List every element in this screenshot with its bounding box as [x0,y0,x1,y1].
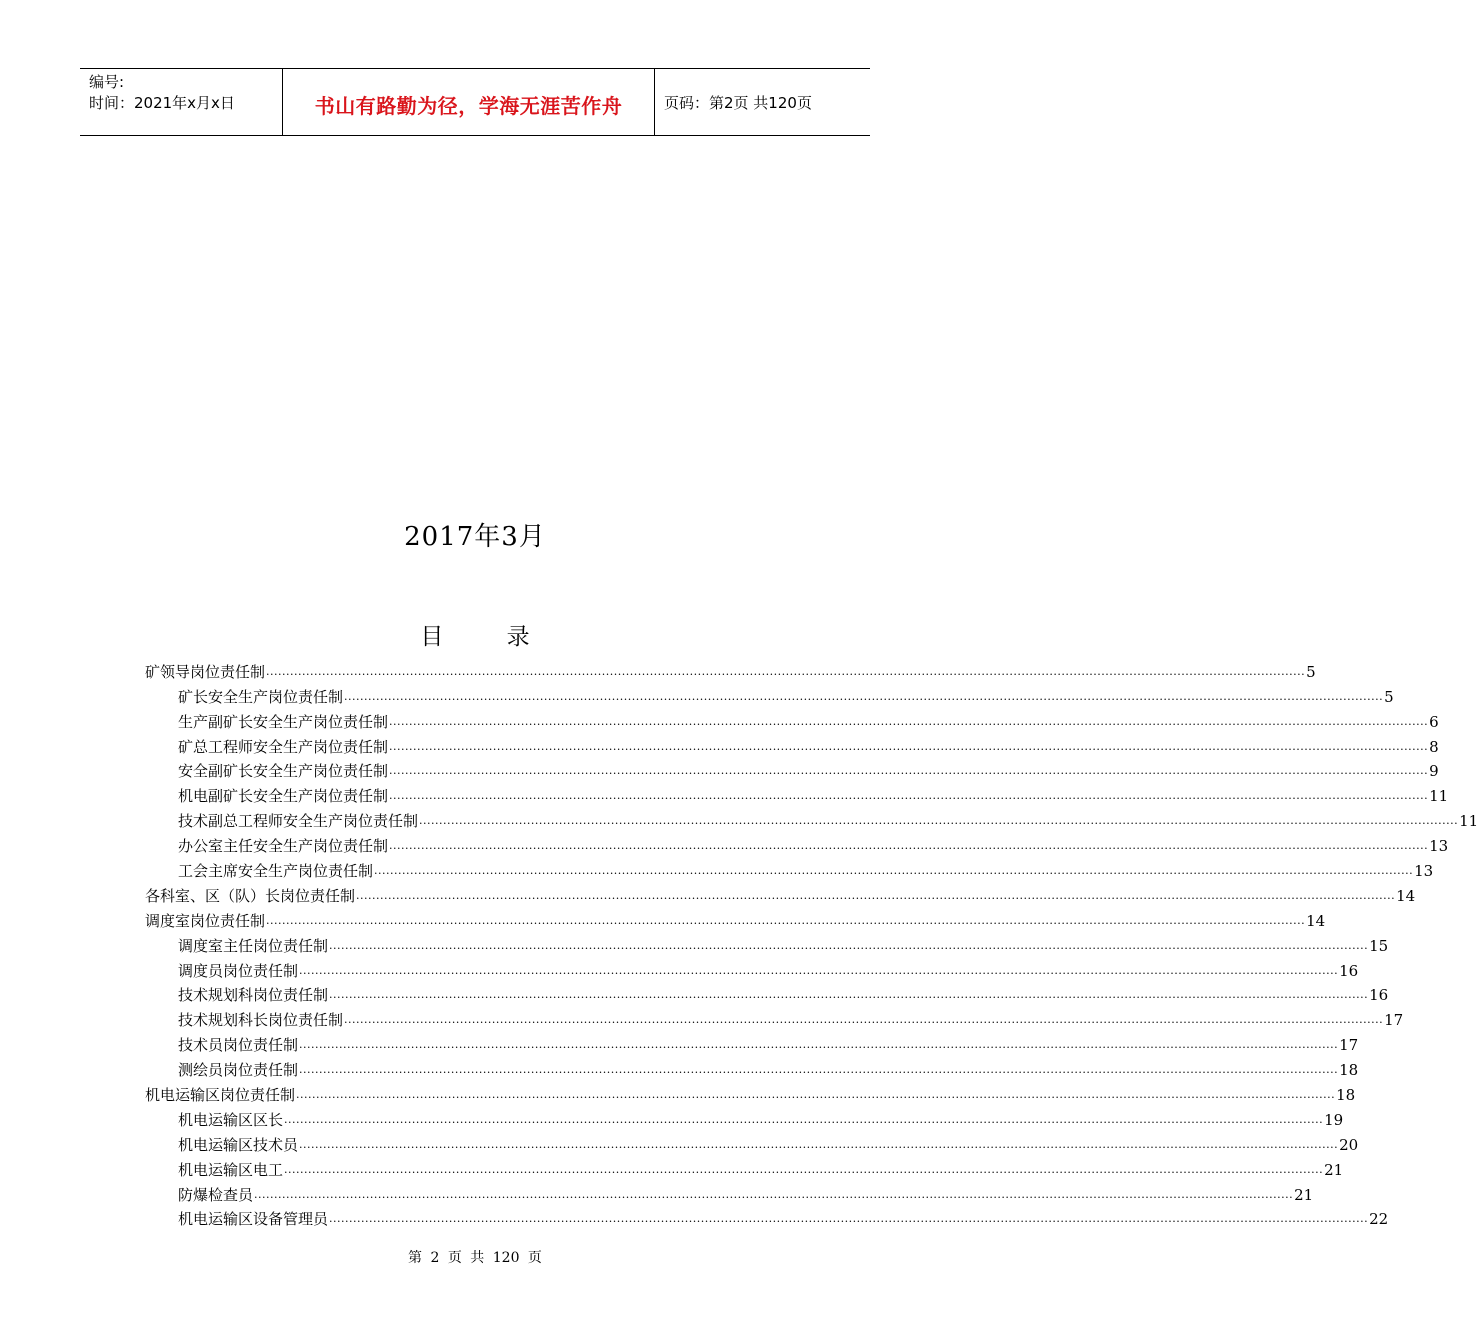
toc-dot-leader: .................................................................................................................................................................................................................................................................... [329,1212,1369,1226]
toc-entry-page: 14 [1396,886,1416,905]
toc-entry-label: 生产副矿长安全生产岗位责任制 [178,712,389,731]
toc-dot-leader: .................................................................................................................................................................................................................................................................... [389,739,1429,753]
toc-entry[interactable] [145,1130,1359,1155]
toc-entry-page: 18 [1339,1061,1359,1080]
toc-entry-label: 技术员岗位责任制 [178,1036,299,1055]
toc-entry-label: 技术规划科岗位责任制 [178,986,329,1005]
toc-entry[interactable] [145,831,1449,856]
date-title: 2017年3月 [404,522,546,552]
toc-dot-leader: .................................................................................................................................................................................................................................................................... [299,1137,1339,1151]
toc-entry-label: 安全副矿长安全生产岗位责任制 [178,762,389,781]
toc-entry-label: 测绘员岗位责任制 [178,1061,299,1080]
toc-entry-label: 技术副总工程师安全生产岗位责任制 [178,812,419,831]
toc-entry[interactable] [145,1205,1389,1230]
page-footer: 第 2 页 共 120 页 [408,1250,542,1266]
number-label: 编号: [89,73,125,91]
toc-dot-leader: .................................................................................................................................................................................................................................................................... [374,864,1414,878]
header-motto: 书山有路勤为径，学海无涯苦作舟 [282,69,655,135]
toc-entry-page: 16 [1339,961,1359,980]
toc-entry-label: 技术规划科长岗位责任制 [178,1011,344,1030]
toc-entry[interactable] [145,856,1434,881]
toc-entry[interactable] [145,781,1449,806]
toc-entry-page: 20 [1339,1135,1359,1154]
toc-entry-page: 9 [1429,762,1439,781]
toc-entry-label: 机电运输区区长 [178,1110,284,1129]
toc-dot-leader: .................................................................................................................................................................................................................................................................... [299,963,1339,977]
toc-entry[interactable] [145,1105,1344,1130]
header-meta [80,69,282,135]
toc-dot-leader: .................................................................................................................................................................................................................................................................... [344,1013,1384,1027]
toc-entry-page: 6 [1429,712,1439,731]
toc-entry-page: 13 [1429,837,1449,856]
toc-entry[interactable] [145,1005,1404,1030]
toc-entry[interactable] [145,707,1439,732]
toc-entry[interactable] [145,806,1478,831]
toc-entry[interactable] [145,757,1439,782]
toc-dot-leader: .................................................................................................................................................................................................................................................................... [344,689,1384,703]
toc-entry-label: 机电运输区技术员 [178,1135,299,1154]
toc-entry-page: 5 [1306,662,1316,681]
toc-entry[interactable] [145,1055,1359,1080]
toc-entry-page: 11 [1429,787,1449,806]
toc-entry-label: 调度室岗位责任制 [145,911,266,930]
toc-dot-leader: .................................................................................................................................................................................................................................................................... [296,1088,1336,1102]
toc-entry-page: 13 [1414,862,1434,881]
toc-entry[interactable] [145,1080,1356,1105]
toc-entry-label: 防爆检查员 [178,1185,254,1204]
toc-entry-label: 机电运输区设备管理员 [178,1210,329,1229]
toc-entry-label: 调度室主任岗位责任制 [178,936,329,955]
toc-entry[interactable] [145,931,1389,956]
time-label: 时间：2021年x月x日 [89,94,235,112]
toc-entry-label: 办公室主任安全生产岗位责任制 [178,837,389,856]
toc-entry[interactable] [145,881,1416,906]
toc-dot-leader: .................................................................................................................................................................................................................................................................... [389,714,1429,728]
toc-dot-leader: .................................................................................................................................................................................................................................................................... [284,1162,1324,1176]
toc-entry-page: 19 [1324,1110,1344,1129]
toc-entry-page: 16 [1369,986,1389,1005]
toc-entry[interactable] [145,906,1326,931]
toc-entry[interactable] [145,981,1389,1006]
toc-entry[interactable] [145,1155,1344,1180]
toc-title: 目 录 [420,624,558,650]
toc-entry[interactable] [145,1030,1359,1055]
toc-entry-label: 工会主席安全生产岗位责任制 [178,862,374,881]
toc-entry-label: 机电副矿长安全生产岗位责任制 [178,787,389,806]
toc-entry[interactable] [145,657,1316,682]
toc-entry[interactable] [145,1180,1314,1205]
header-table [80,68,870,136]
toc-dot-leader: .................................................................................................................................................................................................................................................................... [299,1063,1339,1077]
toc-dot-leader: .................................................................................................................................................................................................................................................................... [254,1187,1294,1201]
toc-entry-page: 14 [1306,911,1326,930]
toc-entry-page: 22 [1369,1210,1389,1229]
toc-dot-leader: .................................................................................................................................................................................................................................................................... [284,1112,1324,1126]
toc-entry[interactable] [145,732,1439,757]
toc-dot-leader: .................................................................................................................................................................................................................................................................... [419,814,1459,828]
toc-entry-label: 机电运输区电工 [178,1160,284,1179]
toc-entry-label: 矿领导岗位责任制 [145,662,266,681]
toc-dot-leader: .................................................................................................................................................................................................................................................................... [389,789,1429,803]
toc-entry-page: 15 [1369,936,1389,955]
toc-dot-leader: .................................................................................................................................................................................................................................................................... [266,913,1306,927]
toc-entry-page: 11 [1459,812,1478,831]
table-of-contents [145,657,1478,1229]
toc-dot-leader: .................................................................................................................................................................................................................................................................... [266,664,1306,678]
toc-entry-label: 各科室、区（队）长岗位责任制 [145,886,356,905]
toc-entry[interactable] [145,682,1394,707]
toc-dot-leader: .................................................................................................................................................................................................................................................................... [329,988,1369,1002]
toc-dot-leader: .................................................................................................................................................................................................................................................................... [356,888,1396,902]
toc-dot-leader: .................................................................................................................................................................................................................................................................... [389,764,1429,778]
toc-entry-label: 矿总工程师安全生产岗位责任制 [178,737,389,756]
header-page-label: 页码：第2页 共120页 [664,93,812,112]
toc-entry-page: 5 [1384,687,1394,706]
toc-dot-leader: .................................................................................................................................................................................................................................................................... [329,938,1369,952]
toc-entry-label: 调度员岗位责任制 [178,961,299,980]
toc-entry[interactable] [145,956,1359,981]
toc-entry-page: 17 [1384,1011,1404,1030]
toc-entry-page: 17 [1339,1036,1359,1055]
toc-entry-page: 21 [1324,1160,1344,1179]
toc-dot-leader: .................................................................................................................................................................................................................................................................... [389,839,1429,853]
toc-entry-label: 机电运输区岗位责任制 [145,1086,296,1105]
toc-dot-leader: .................................................................................................................................................................................................................................................................... [299,1038,1339,1052]
toc-entry-label: 矿长安全生产岗位责任制 [178,687,344,706]
toc-entry-page: 21 [1294,1185,1314,1204]
toc-entry-page: 8 [1429,737,1439,756]
toc-entry-page: 18 [1336,1086,1356,1105]
